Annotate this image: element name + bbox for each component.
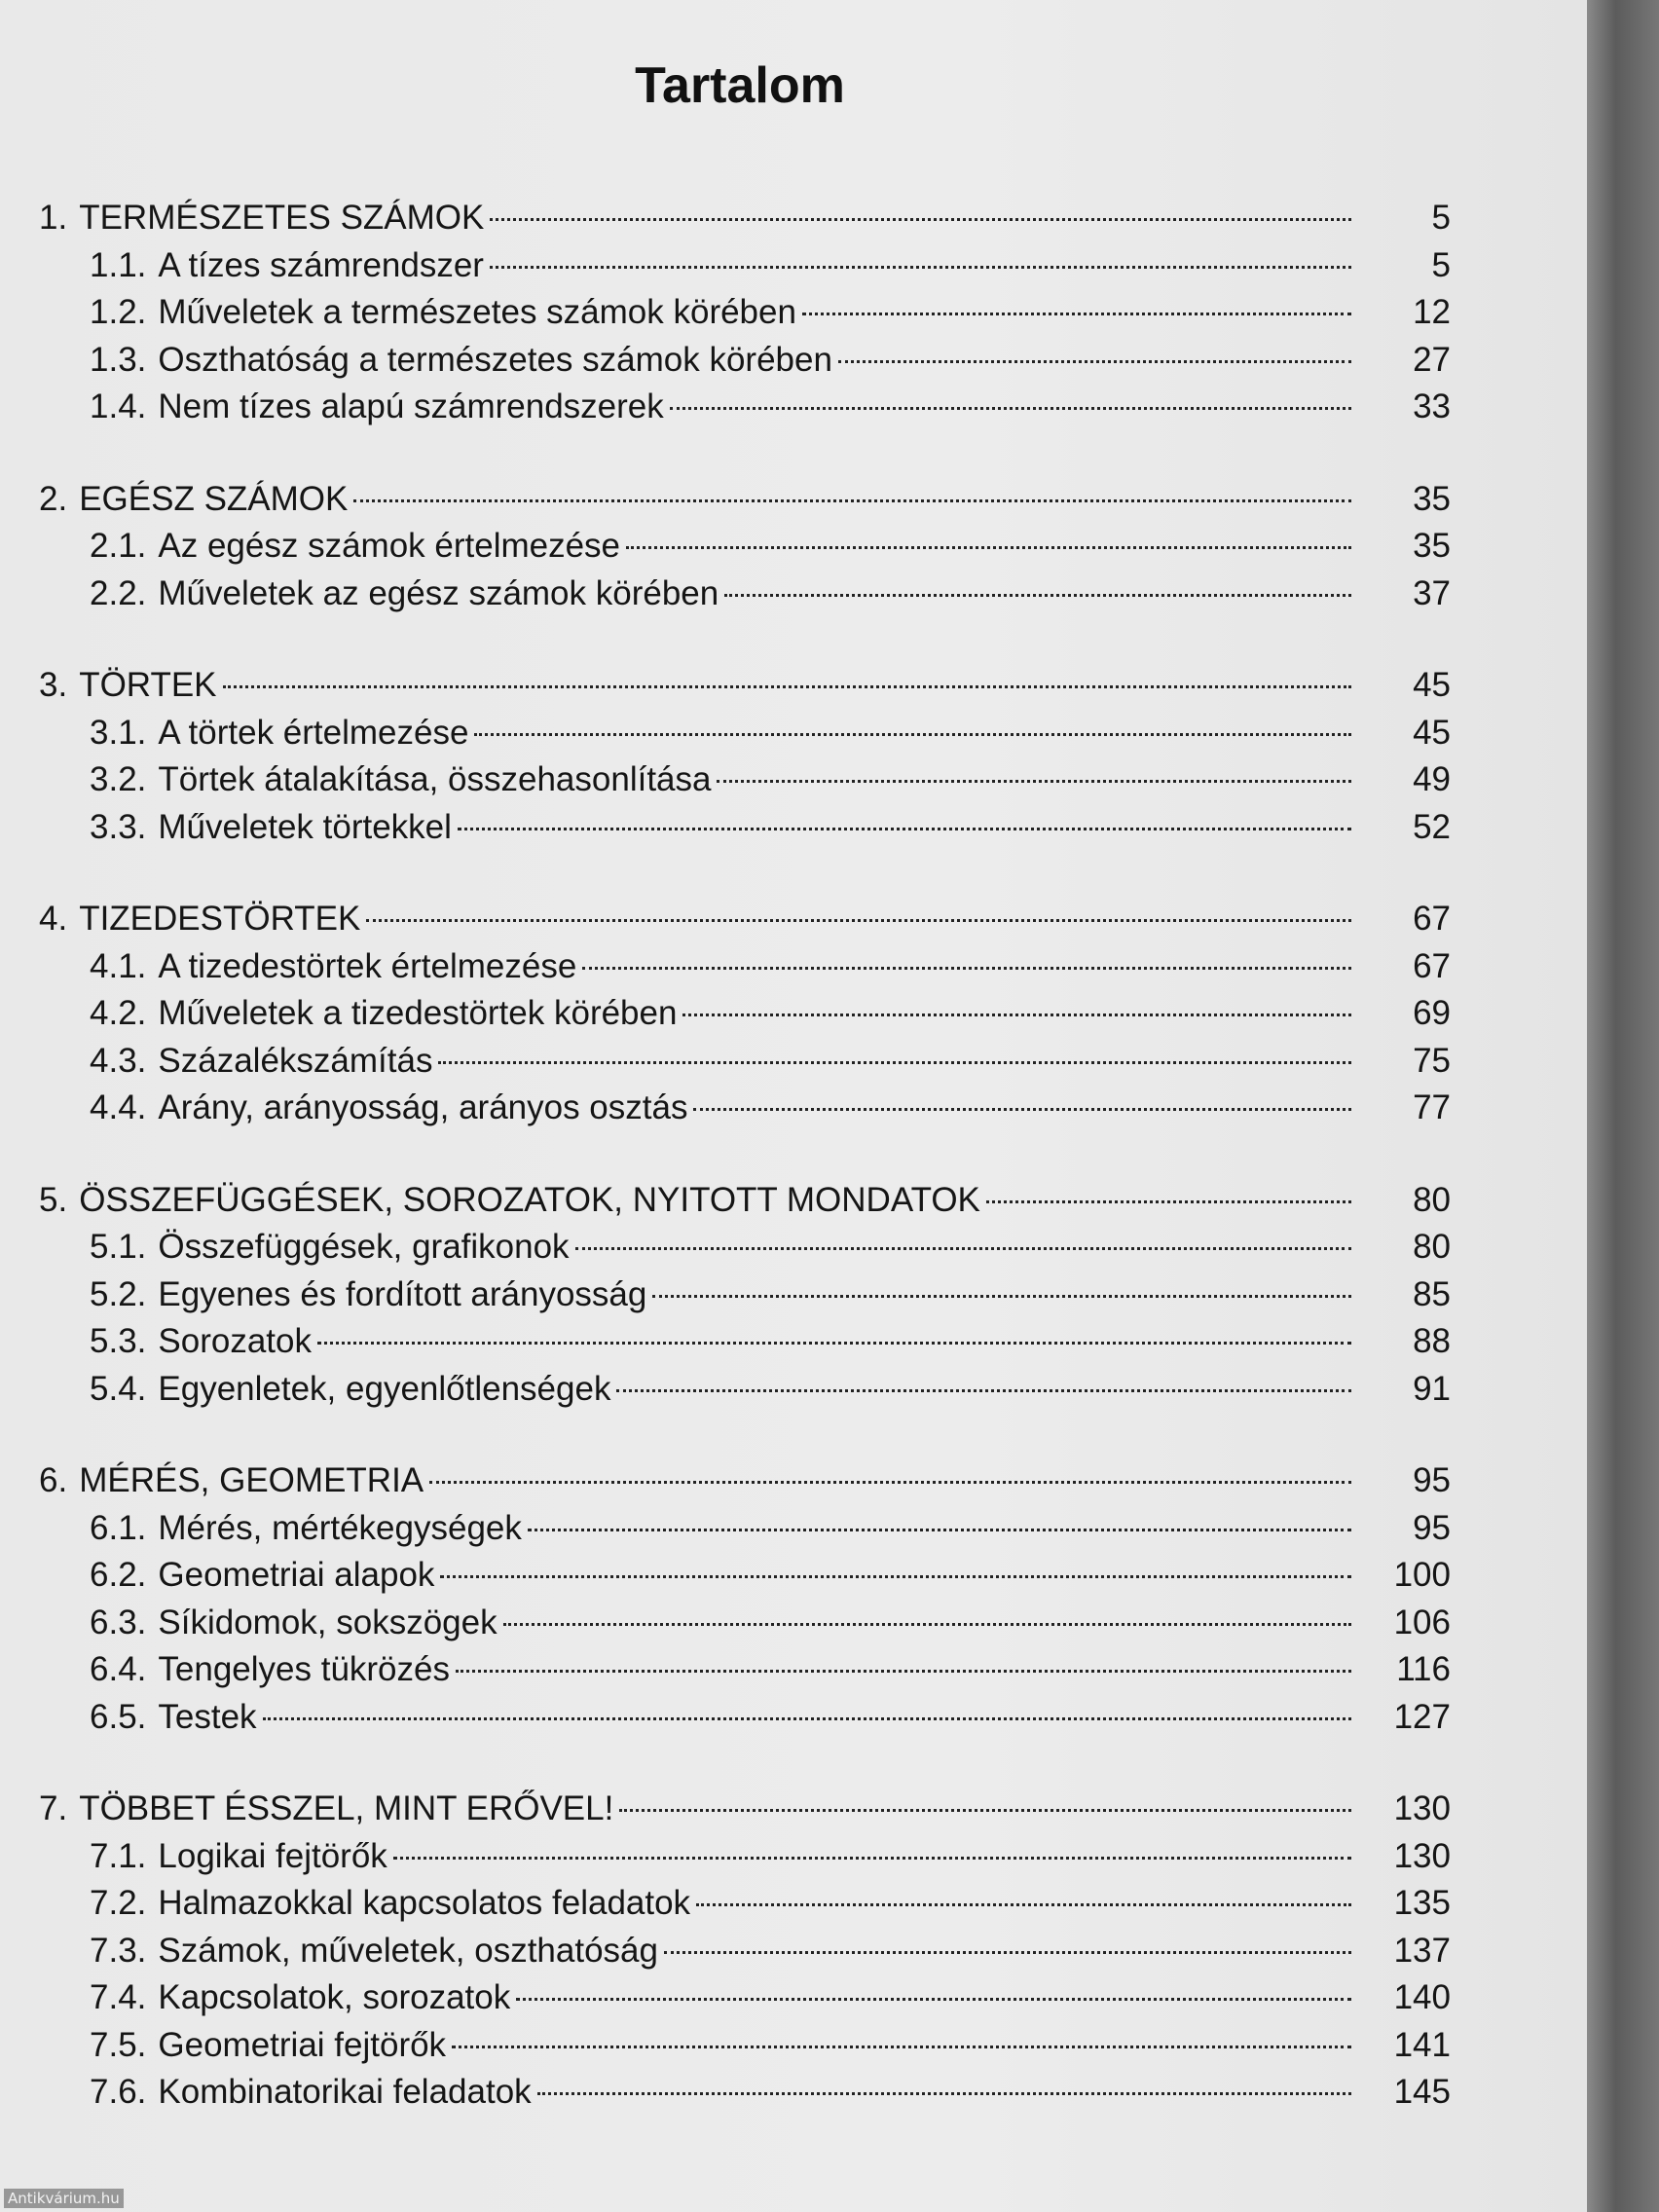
toc-chapter-entry-number: 1. <box>39 199 68 237</box>
toc-section-entry <box>39 804 1451 852</box>
toc-section-entry-page-number: 27 <box>1413 340 1451 379</box>
toc-section-entry-label: A tízes számrendszer <box>158 245 484 284</box>
toc-section-entry-label: Arány, arányosság, arányos osztás <box>158 1088 688 1126</box>
toc-section-entry-page-number: 100 <box>1393 1556 1451 1594</box>
toc-section-entry-number: 2.1. <box>90 527 147 565</box>
toc-chapter-entry-number: 3. <box>39 666 68 704</box>
toc-chapter-entry-label: TIZEDESTÖRTEK <box>79 900 361 938</box>
toc-section-entry-label: Geometriai alapok <box>158 1556 435 1594</box>
dot-leader <box>693 1108 1351 1111</box>
toc-section-entry-label: Kombinatorikai feladatok <box>158 2073 532 2111</box>
toc-section-entry-page-number: 80 <box>1413 1228 1451 1266</box>
toc-section-entry <box>39 1600 1451 1647</box>
toc-section-entry-label: Halmazokkal kapcsolatos feladatok <box>158 1884 691 1922</box>
toc-section-entry-number: 3.2. <box>90 760 147 798</box>
toc-section-entry-label: Logikai fejtörők <box>158 1836 387 1875</box>
toc-section-entry-label: Oszthatóság a természetes számok körében <box>158 340 832 379</box>
toc-section-entry-number: 3.3. <box>90 807 147 846</box>
toc-section-entry-page-number: 91 <box>1413 1369 1451 1408</box>
toc-chapter-entry-number: 4. <box>39 900 68 938</box>
toc-chapter-entry-number: 5. <box>39 1180 68 1219</box>
toc-section-entry-page-number: 75 <box>1413 1041 1451 1080</box>
dot-leader <box>838 360 1351 363</box>
toc-chapter-entry-label: TÖBBET ÉSSZEL, MINT ERŐVEL! <box>79 1789 614 1827</box>
toc-section-entry-label: Műveletek az egész számok körében <box>158 573 719 612</box>
toc-section-entry <box>39 289 1451 337</box>
toc-section-entry <box>39 523 1451 571</box>
toc-section-entry-number: 7.2. <box>90 1884 147 1922</box>
toc-section-entry-label: Törtek átalakítása, összehasonlítása <box>158 760 712 798</box>
toc-section-entry-label: Mérés, mértékegységek <box>158 1508 522 1547</box>
toc-section-entry-label: Számok, műveletek, oszthatóság <box>158 1931 658 1970</box>
watermark: Antikvárium.hu <box>4 2189 124 2208</box>
toc-section-entry-number: 7.5. <box>90 2025 147 2064</box>
dot-leader <box>724 594 1351 597</box>
toc-chapter-entry-page-number: 67 <box>1413 900 1451 938</box>
dot-leader <box>317 1342 1351 1345</box>
toc-section-entry-label: Egyenes és fordított arányosság <box>158 1274 647 1313</box>
toc-chapter-entry-number: 7. <box>39 1789 68 1827</box>
toc-section-entry-page-number: 130 <box>1393 1836 1451 1875</box>
toc-section-entry-page-number: 12 <box>1413 293 1451 331</box>
toc-section-entry <box>39 2022 1451 2070</box>
toc-section-entry-label: Műveletek a tizedestörtek körében <box>158 994 678 1032</box>
toc-section-entry-page-number: 69 <box>1413 994 1451 1032</box>
toc-chapter-entry-label: TÖRTEK <box>79 666 217 704</box>
dot-leader <box>263 1717 1351 1720</box>
toc-section-entry-page-number: 137 <box>1393 1931 1451 1970</box>
toc-section-entry-page-number: 77 <box>1413 1088 1451 1126</box>
toc-section-entry-number: 4.2. <box>90 994 147 1032</box>
toc-section-entry-page-number: 5 <box>1431 245 1451 284</box>
toc-section-entry-number: 4.3. <box>90 1041 147 1080</box>
toc-section-entry-number: 7.4. <box>90 1978 147 2016</box>
toc-section-entry-label: Az egész számok értelmezése <box>158 527 621 565</box>
toc-chapter <box>39 1786 1451 2117</box>
toc-chapter-entry-page-number: 95 <box>1413 1461 1451 1499</box>
dot-leader <box>503 1623 1351 1626</box>
toc-chapter-entry-label: EGÉSZ SZÁMOK <box>79 479 349 518</box>
toc-chapter-entry <box>39 1786 1451 1833</box>
toc-section-entry-number: 3.1. <box>90 713 147 752</box>
dot-leader <box>440 1575 1351 1578</box>
toc-section-entry <box>39 571 1451 618</box>
toc-section-entry-number: 7.6. <box>90 2073 147 2111</box>
toc-section-entry-number: 6.2. <box>90 1556 147 1594</box>
toc-section-entry <box>39 1552 1451 1600</box>
toc-section-entry <box>39 2069 1451 2117</box>
toc-section-entry-number: 6.1. <box>90 1508 147 1547</box>
dot-leader <box>575 1247 1351 1250</box>
dot-leader <box>528 1529 1351 1531</box>
toc-section-entry-label: Egyenletek, egyenlőtlenségek <box>158 1369 611 1408</box>
toc-section-entry-number: 1.1. <box>90 245 147 284</box>
toc-chapter <box>39 1177 1451 1414</box>
toc-section-entry <box>39 1038 1451 1086</box>
toc-section-entry-page-number: 135 <box>1393 1884 1451 1922</box>
toc-chapter-entry-label: MÉRÉS, GEOMETRIA <box>79 1461 424 1499</box>
toc-section-entry-page-number: 45 <box>1413 713 1451 752</box>
toc-section-entry-number: 7.3. <box>90 1931 147 1970</box>
toc-section-entry-page-number: 88 <box>1413 1322 1451 1360</box>
toc-section-entry-number: 4.4. <box>90 1088 147 1126</box>
toc-section-entry <box>39 943 1451 991</box>
dot-leader <box>616 1389 1351 1392</box>
toc-chapter-entry-page-number: 80 <box>1413 1180 1451 1219</box>
toc-section-entry-label: Százalékszámítás <box>158 1041 433 1080</box>
toc-section-entry-page-number: 67 <box>1413 946 1451 985</box>
toc-section-entry-page-number: 140 <box>1393 1978 1451 2016</box>
toc-section-entry <box>39 990 1451 1038</box>
toc-chapter-entry <box>39 195 1451 242</box>
toc-section-entry-number: 1.4. <box>90 387 147 425</box>
toc-chapter <box>39 662 1451 851</box>
dot-leader <box>456 1670 1351 1673</box>
toc-section-entry <box>39 1318 1451 1366</box>
page-title: Tartalom <box>635 57 845 114</box>
dot-leader <box>429 1481 1351 1484</box>
toc-section-entry-number: 5.1. <box>90 1228 147 1266</box>
toc-section-entry <box>39 1928 1451 1975</box>
toc-section-entry-page-number: 116 <box>1396 1650 1451 1688</box>
toc-section-entry <box>39 1880 1451 1928</box>
toc-section-entry-number: 6.3. <box>90 1603 147 1641</box>
dot-leader <box>802 313 1351 315</box>
dot-leader <box>223 685 1351 688</box>
toc-section-entry <box>39 1085 1451 1132</box>
toc-section-entry-page-number: 106 <box>1393 1603 1451 1641</box>
toc-section-entry-label: Síkidomok, sokszögek <box>158 1603 498 1641</box>
dot-leader <box>452 2046 1351 2048</box>
toc-chapter-entry-number: 2. <box>39 479 68 518</box>
toc-chapter-entry-page-number: 130 <box>1393 1789 1451 1827</box>
dot-leader <box>537 2092 1351 2095</box>
toc-section-entry-label: A tizedestörtek értelmezése <box>158 946 577 985</box>
toc-section-entry-number: 1.2. <box>90 293 147 331</box>
toc-section-entry <box>39 1366 1451 1414</box>
toc-section-entry <box>39 1694 1451 1742</box>
toc-chapter-entry-page-number: 35 <box>1413 479 1451 518</box>
dot-leader <box>353 499 1351 502</box>
toc-chapter-entry <box>39 896 1451 943</box>
dot-leader <box>682 1014 1351 1016</box>
dot-leader <box>619 1809 1351 1812</box>
toc-section-entry-page-number: 35 <box>1413 527 1451 565</box>
toc-section-entry-number: 5.4. <box>90 1369 147 1408</box>
toc-section-entry-label: Kapcsolatok, sorozatok <box>158 1978 511 2016</box>
toc-section-entry-label: Műveletek a természetes számok körében <box>158 293 796 331</box>
toc-chapter-entry <box>39 476 1451 524</box>
dot-leader <box>490 266 1351 269</box>
toc-section-entry <box>39 1646 1451 1694</box>
toc-section-entry-label: Nem tízes alapú számrendszerek <box>158 387 664 425</box>
toc-section-entry-label: Sorozatok <box>158 1322 312 1360</box>
toc-section-entry-page-number: 127 <box>1393 1697 1451 1736</box>
toc-section-entry-label: Műveletek törtekkel <box>158 807 452 846</box>
toc-chapter-entry-label: ÖSSZEFÜGGÉSEK, SOROZATOK, NYITOTT MONDATOK <box>79 1180 980 1219</box>
dot-leader <box>490 218 1351 221</box>
toc-chapter-entry-number: 6. <box>39 1461 68 1499</box>
toc-section-entry-number: 1.3. <box>90 340 147 379</box>
toc-chapter <box>39 1457 1451 1741</box>
table-of-contents <box>39 195 1451 2161</box>
dot-leader <box>474 733 1351 736</box>
toc-section-entry-label: Geometriai fejtörők <box>158 2025 447 2064</box>
dot-leader <box>670 407 1351 410</box>
toc-section-entry-label: Tengelyes tükrözés <box>158 1650 450 1688</box>
toc-section-entry-page-number: 52 <box>1413 807 1451 846</box>
dot-leader <box>458 828 1351 830</box>
dot-leader <box>393 1857 1351 1860</box>
dot-leader <box>652 1295 1351 1298</box>
book-binding-edge <box>1587 0 1659 2212</box>
toc-section-entry <box>39 242 1451 290</box>
toc-section-entry <box>39 1974 1451 2022</box>
toc-section-entry <box>39 756 1451 804</box>
toc-section-entry-page-number: 95 <box>1413 1508 1451 1547</box>
dot-leader <box>582 967 1351 970</box>
toc-section-entry <box>39 1505 1451 1553</box>
toc-section-entry-number: 5.3. <box>90 1322 147 1360</box>
toc-section-entry <box>39 1224 1451 1272</box>
dot-leader <box>986 1200 1351 1203</box>
dot-leader <box>696 1903 1351 1906</box>
dot-leader <box>438 1061 1351 1064</box>
toc-section-entry-number: 4.1. <box>90 946 147 985</box>
toc-section-entry-number: 7.1. <box>90 1836 147 1875</box>
toc-section-entry-page-number: 85 <box>1413 1274 1451 1313</box>
toc-section-entry-label: A törtek értelmezése <box>158 713 469 752</box>
toc-section-entry-number: 6.4. <box>90 1650 147 1688</box>
toc-chapter <box>39 476 1451 618</box>
toc-section-entry-label: Testek <box>158 1697 257 1736</box>
toc-chapter-entry-page-number: 45 <box>1413 666 1451 704</box>
dot-leader <box>664 1951 1351 1954</box>
toc-chapter-entry <box>39 662 1451 710</box>
toc-chapter-entry-label: TERMÉSZETES SZÁMOK <box>79 199 485 237</box>
toc-chapter-entry <box>39 1457 1451 1505</box>
toc-chapter-entry-page-number: 5 <box>1431 199 1451 237</box>
toc-section-entry-page-number: 33 <box>1413 387 1451 425</box>
toc-section-entry <box>39 710 1451 757</box>
dot-leader <box>717 780 1351 783</box>
toc-section-entry <box>39 1833 1451 1881</box>
toc-chapter-entry <box>39 1177 1451 1225</box>
toc-section-entry-number: 2.2. <box>90 573 147 612</box>
toc-section-entry-number: 6.5. <box>90 1697 147 1736</box>
toc-section-entry-page-number: 141 <box>1393 2025 1451 2064</box>
dot-leader <box>516 1998 1351 2001</box>
dot-leader <box>626 546 1351 549</box>
toc-section-entry <box>39 384 1451 431</box>
toc-chapter <box>39 195 1451 431</box>
dot-leader <box>366 919 1351 922</box>
toc-section-entry-page-number: 37 <box>1413 573 1451 612</box>
toc-section-entry-page-number: 145 <box>1393 2073 1451 2111</box>
toc-section-entry <box>39 1272 1451 1319</box>
toc-section-entry-label: Összefüggések, grafikonok <box>158 1228 570 1266</box>
toc-chapter <box>39 896 1451 1132</box>
toc-section-entry-number: 5.2. <box>90 1274 147 1313</box>
toc-section-entry <box>39 337 1451 385</box>
toc-section-entry-page-number: 49 <box>1413 760 1451 798</box>
